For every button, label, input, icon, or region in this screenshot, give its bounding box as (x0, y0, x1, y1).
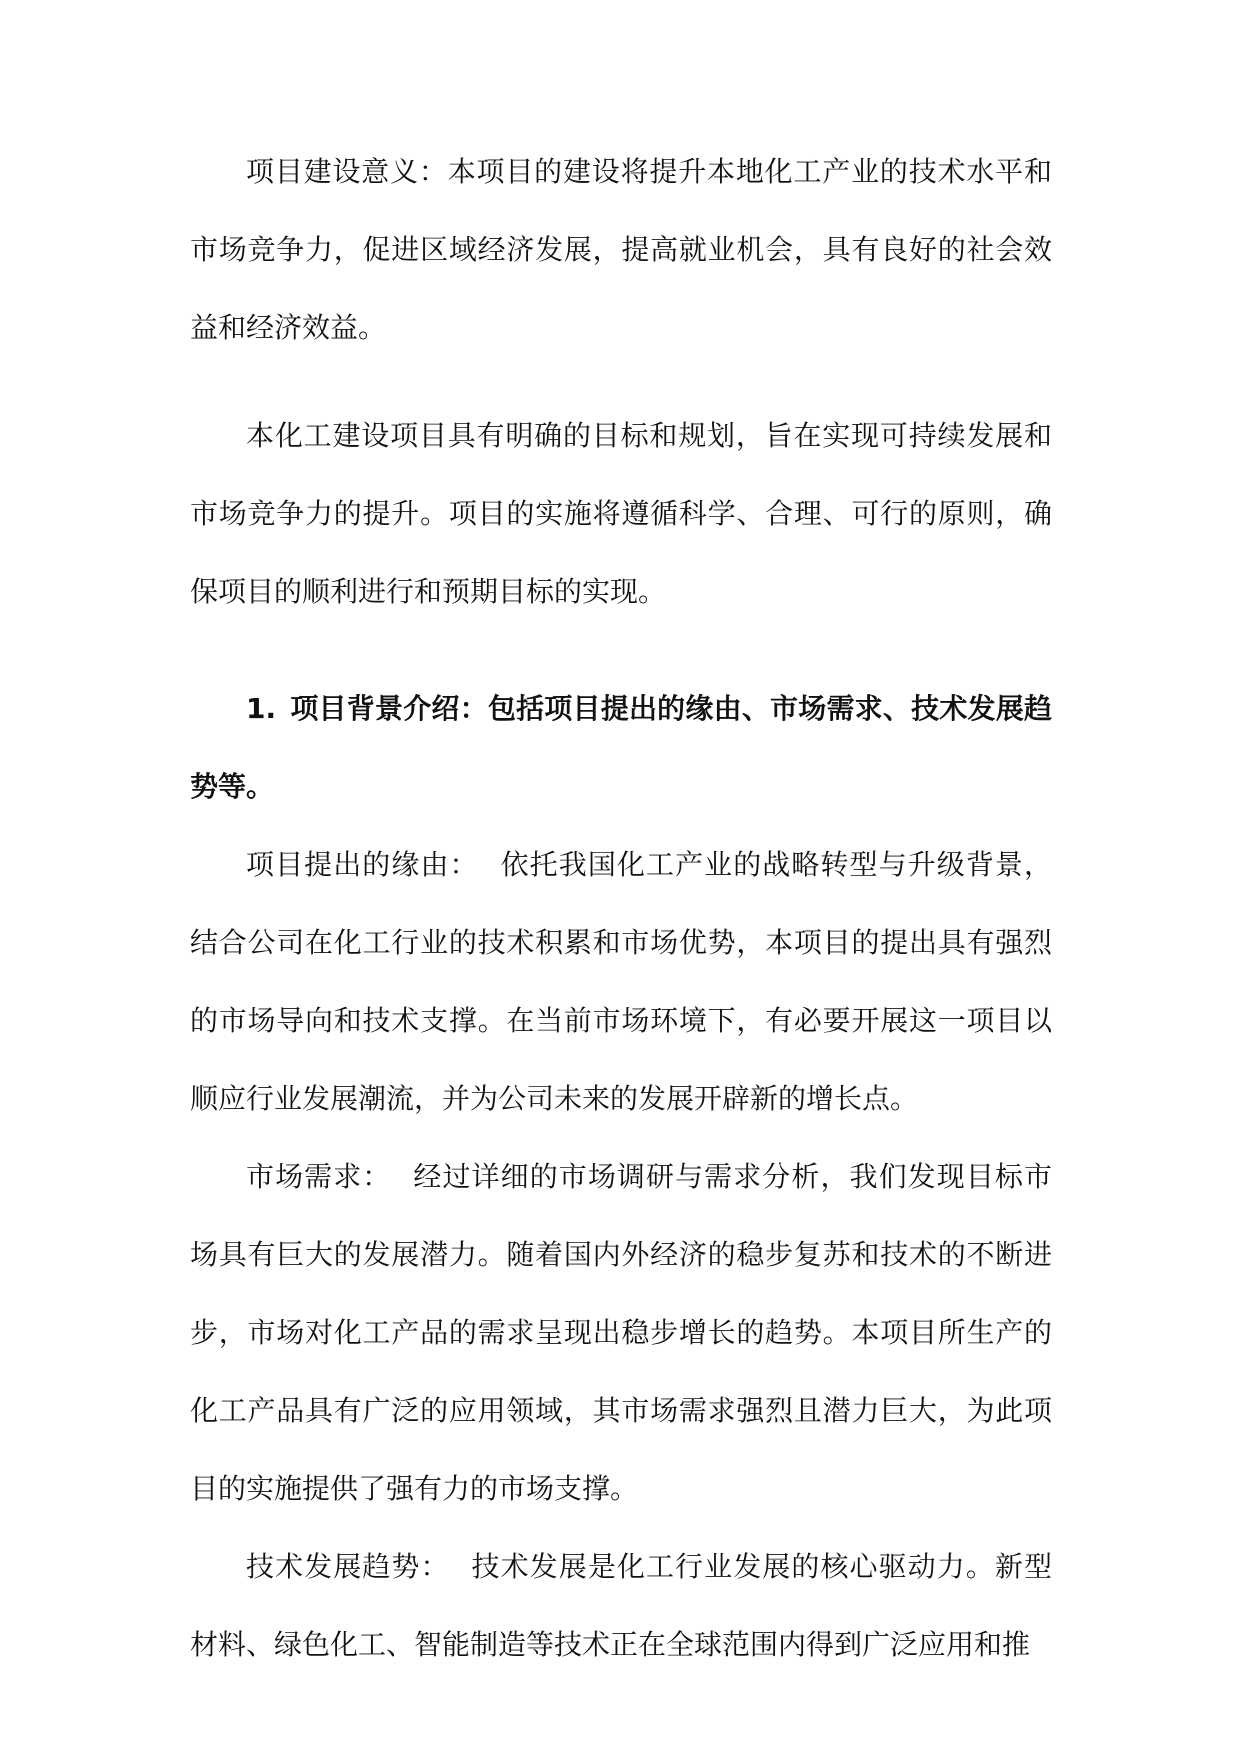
paragraph-lead: 市场需求： (246, 1160, 392, 1193)
paragraph-body: 技术发展是化工行业发展的核心驱动力。新型材料、绿色化工、智能制造等技术正在全球范围内得到广泛应用和推 (190, 1550, 1052, 1661)
section-heading (190, 670, 1052, 826)
paragraph-project-significance: 项目建设意义：本项目的建设将提升本地化工产业的技术水平和市场竞争力，促进区域经济发展，提高就业机会，具有良好的社会效益和经济效益。 (190, 155, 1052, 344)
heading-number: 1. (246, 692, 277, 725)
paragraph-tech-trend (190, 1528, 1052, 1684)
heading-text: 项目背景介绍：包括项目提出的缘由、市场需求、技术发展趋势等。 (190, 692, 1052, 803)
paragraph-market-demand (190, 1138, 1052, 1528)
paragraph-lead: 技术发展趋势： (246, 1550, 450, 1583)
paragraph-lead: 项目提出的缘由： (246, 848, 479, 881)
paragraph-project-origin (190, 826, 1052, 1138)
paragraph-body: 依托我国化工产业的战略转型与升级背景，结合公司在化工行业的技术积累和市场优势，本项目的提出具有强烈的市场导向和技术支撑。在当前市场环境下，有必要开展这一项目以顺应行业发展潮流，并为公司未来的发展开辟新的增长点。 (190, 848, 1052, 1115)
document-body (190, 133, 1052, 1684)
paragraph-project-goals: 本化工建设项目具有明确的目标和规划，旨在实现可持续发展和市场竞争力的提升。项目的实施将遵循科学、合理、可行的原则，确保项目的顺利进行和预期目标的实现。 (190, 419, 1052, 608)
paragraph-body: 经过详细的市场调研与需求分析，我们发现目标市场具有巨大的发展潜力。随着国内外经济的稳步复苏和技术的不断进步，市场对化工产品的需求呈现出稳步增长的趋势。本项目所生产的化工产品具有广泛的应用领域，其市场需求强烈且潜力巨大，为此项目的实施提供了强有力的市场支撑。 (190, 1160, 1052, 1505)
